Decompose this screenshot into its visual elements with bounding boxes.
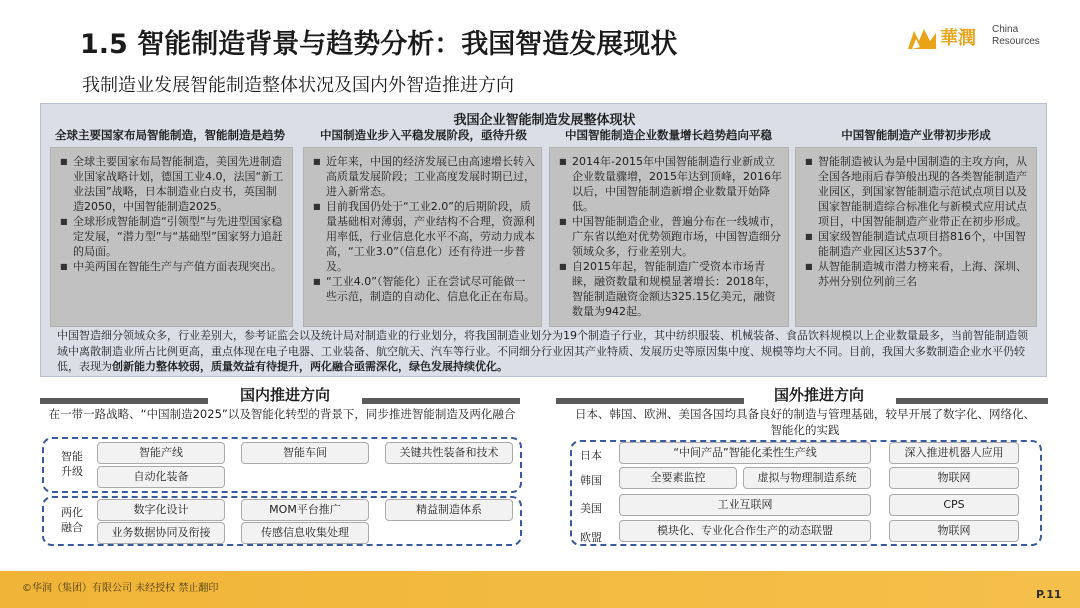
logo-english-text — [992, 24, 1040, 48]
list-item: ■ 中美两国在智能生产与产值方面表现突出。 — [60, 259, 287, 274]
pill-japan-flexible-line: “中间产品”智能化柔性生产线 — [619, 442, 871, 464]
pill-smart-production-line: 智能产线 — [97, 442, 225, 464]
logo-en-line2: Resources — [992, 36, 1040, 47]
group-label-integration — [52, 505, 92, 535]
pill-smart-workshop: 智能车间 — [241, 442, 369, 464]
section-divider-right — [896, 398, 1048, 404]
country-label-usa: 美国 — [580, 502, 602, 515]
logo-en-line1: China — [992, 24, 1019, 35]
column-heading-industry-belt: 中国智能制造产业带初步形成 — [841, 128, 991, 142]
group-label-smart-upgrade — [52, 449, 92, 479]
logo-chinese-text: 華潤 — [940, 28, 976, 49]
domestic-section-title: 国内推进方向 — [239, 386, 330, 404]
pill-sensor-data-processing: 传感信息收集处理 — [241, 522, 369, 544]
list-item: ■ “工业4.0”（智能化）正在尝试尽可能做一些示范，制造的自动化、信息化正在布局。 — [313, 274, 536, 304]
card-china-industry — [303, 147, 542, 327]
company-logo — [906, 22, 1040, 56]
pill-mom-platform: MOM平台推广 — [241, 499, 369, 521]
section-divider-left — [40, 398, 208, 404]
section-divider-right — [362, 398, 520, 404]
country-label-korea: 韩国 — [580, 474, 602, 487]
list-item: ■ 目前我国仍处于“工业2.0”的后期阶段，质量基础相对薄弱，产业结构不合理，资源利用率低，行业信息化水平不高，劳动力成本高，“工业3.0”（信息化）还有待进一步普及。 — [313, 199, 536, 274]
summary-emphasis: 创新能力整体较弱，质量效益有待提升，两化融合亟需深化，绿色发展持续优化。 — [112, 360, 508, 373]
group-label-line: 升级 — [61, 465, 83, 478]
column-heading-global: 全球主要国家布局智能制造，智能制造是趋势 — [55, 128, 285, 142]
list-item: ■ 2014年-2015年中国智能制造行业新成立企业数量骤增，2015年达到顶峰，2016年以后，中国智能制造新增企业数量开始降低。 — [559, 154, 783, 214]
footer-copyright: ©华润（集团）有限公司 未经授权 禁止翻印 — [22, 583, 219, 594]
group-label-line: 两化 — [61, 506, 83, 519]
page-number: P.11 — [1036, 588, 1062, 601]
pill-japan-robot: 深入推进机器人应用 — [889, 442, 1019, 464]
pill-eu-iot: 物联网 — [889, 520, 1019, 542]
footer-bar — [0, 571, 1080, 608]
list-item: ■ 从智能制造城市潜力榜来看，上海、深圳、苏州分别位列前三名 — [805, 259, 1031, 289]
foreign-intro: 日本、韩国、欧洲、美国各国均具备良好的制造与管理基础，较早开展了数字化、网络化、智能化的实践 — [575, 407, 1035, 437]
pill-automation-equipment: 自动化装备 — [97, 466, 225, 488]
list-item: ■ 智能制造被认为是中国制造的主攻方向，从全国各地雨后春笋般出现的各类智能制造产业园区，到国家智能制造示范试点项目以及国家智能制造综合标准化与新模式应用试点项目，中国智能制造产业带正在初步形成。 — [805, 154, 1031, 229]
logo-mark-icon — [906, 25, 938, 51]
list-item: ■ 全球主要国家布局智能制造，美国先进制造业国家战略计划，德国工业4.0，法国“新工业法国”战略，日本制造业白皮书，英国制造2050，中国智能制造2025。 — [60, 154, 287, 214]
column-heading-enterprise-growth: 中国智能制造企业数量增长趋势趋向平稳 — [565, 128, 772, 142]
pill-lean-manufacturing: 精益制造体系 — [385, 499, 513, 521]
pill-usa-cps: CPS — [889, 494, 1019, 516]
overview-panel — [40, 103, 1047, 377]
pill-korea-cps: 虚拟与物理制造系统 — [743, 467, 871, 489]
group-label-line: 智能 — [61, 450, 83, 463]
pill-digital-design: 数字化设计 — [97, 499, 225, 521]
list-item: ■ 近年来，中国的经济发展已由高速增长转入高质量发展阶段；工业高度发展时期已过，进入新常态。 — [313, 154, 536, 199]
summary-text: 中国智造细分领域众多，行业差别大，参考证监会以及统计局对制造业的行业划分，将我国制造业划分为19个制造子行业，其中纺织服装、机械装备、食品饮料规模以上企业数量最多，当前智能制造领域中离散制造业所占比例更高，重点体现在电子电器、工业装备、航空航天、汽车等行业。不同细分行业因其产业特质、发展历史等原因集中度、规模等均大不同。目前，我国大多数制造企业水平仍较低，表现为 — [57, 329, 1028, 373]
pill-korea-monitoring: 全要素监控 — [619, 467, 737, 489]
pill-eu-dynamic-alliance: 模块化、专业化合作生产的动态联盟 — [619, 520, 871, 542]
overview-summary — [57, 328, 1037, 375]
overview-title: 我国企业智能制造发展整体现状 — [453, 113, 636, 128]
domestic-intro: 在一带一路战略、“中国制造2025”以及智能化转型的背景下，同步推进智能制造及两化融合 — [48, 407, 516, 421]
card-industry-belt — [795, 147, 1037, 327]
card-enterprise-growth — [549, 147, 789, 327]
column-heading-china-industry: 中国制造业步入平稳发展阶段，亟待升级 — [320, 128, 527, 142]
country-label-japan: 日本 — [580, 449, 602, 462]
list-item: ■ 自2015年起，智能制造广受资本市场青睐，融资数量和规模显著增长：2018年，智能制造融资金额达325.15亿美元，融资数量为942起。 — [559, 259, 783, 319]
foreign-section-title: 国外推进方向 — [773, 386, 864, 404]
page-subtitle: 我制造业发展智能制造整体状况及国内外智造推进方向 — [82, 75, 514, 96]
list-item: ■ 国家级智能制造试点项目搭816个，中国智能制造产业园区达537个。 — [805, 229, 1031, 259]
list-item: ■ 全球形成智能制造“引领型”与先进型国家稳定发展，“潜力型”与“基础型”国家努力追赶的局面。 — [60, 214, 287, 259]
pill-korea-iot: 物联网 — [889, 467, 1019, 489]
country-label-eu: 欧盟 — [580, 531, 602, 544]
page-title: 1.5 智能制造背景与趋势分析：我国智造发展现状 — [80, 29, 678, 60]
section-divider-left — [556, 398, 744, 404]
pill-key-equipment: 关键共性装备和技术 — [385, 442, 513, 464]
group-label-line: 融合 — [61, 521, 83, 534]
pill-business-data-sync: 业务数据协同及衔接 — [97, 522, 225, 544]
list-item: ■ 中国智能制造企业，普遍分布在一线城市，广东省以绝对优势领跑市场，中国智造细分领域众多，行业差别大。 — [559, 214, 783, 259]
pill-usa-industrial-internet: 工业互联网 — [619, 494, 871, 516]
card-global — [50, 147, 293, 327]
